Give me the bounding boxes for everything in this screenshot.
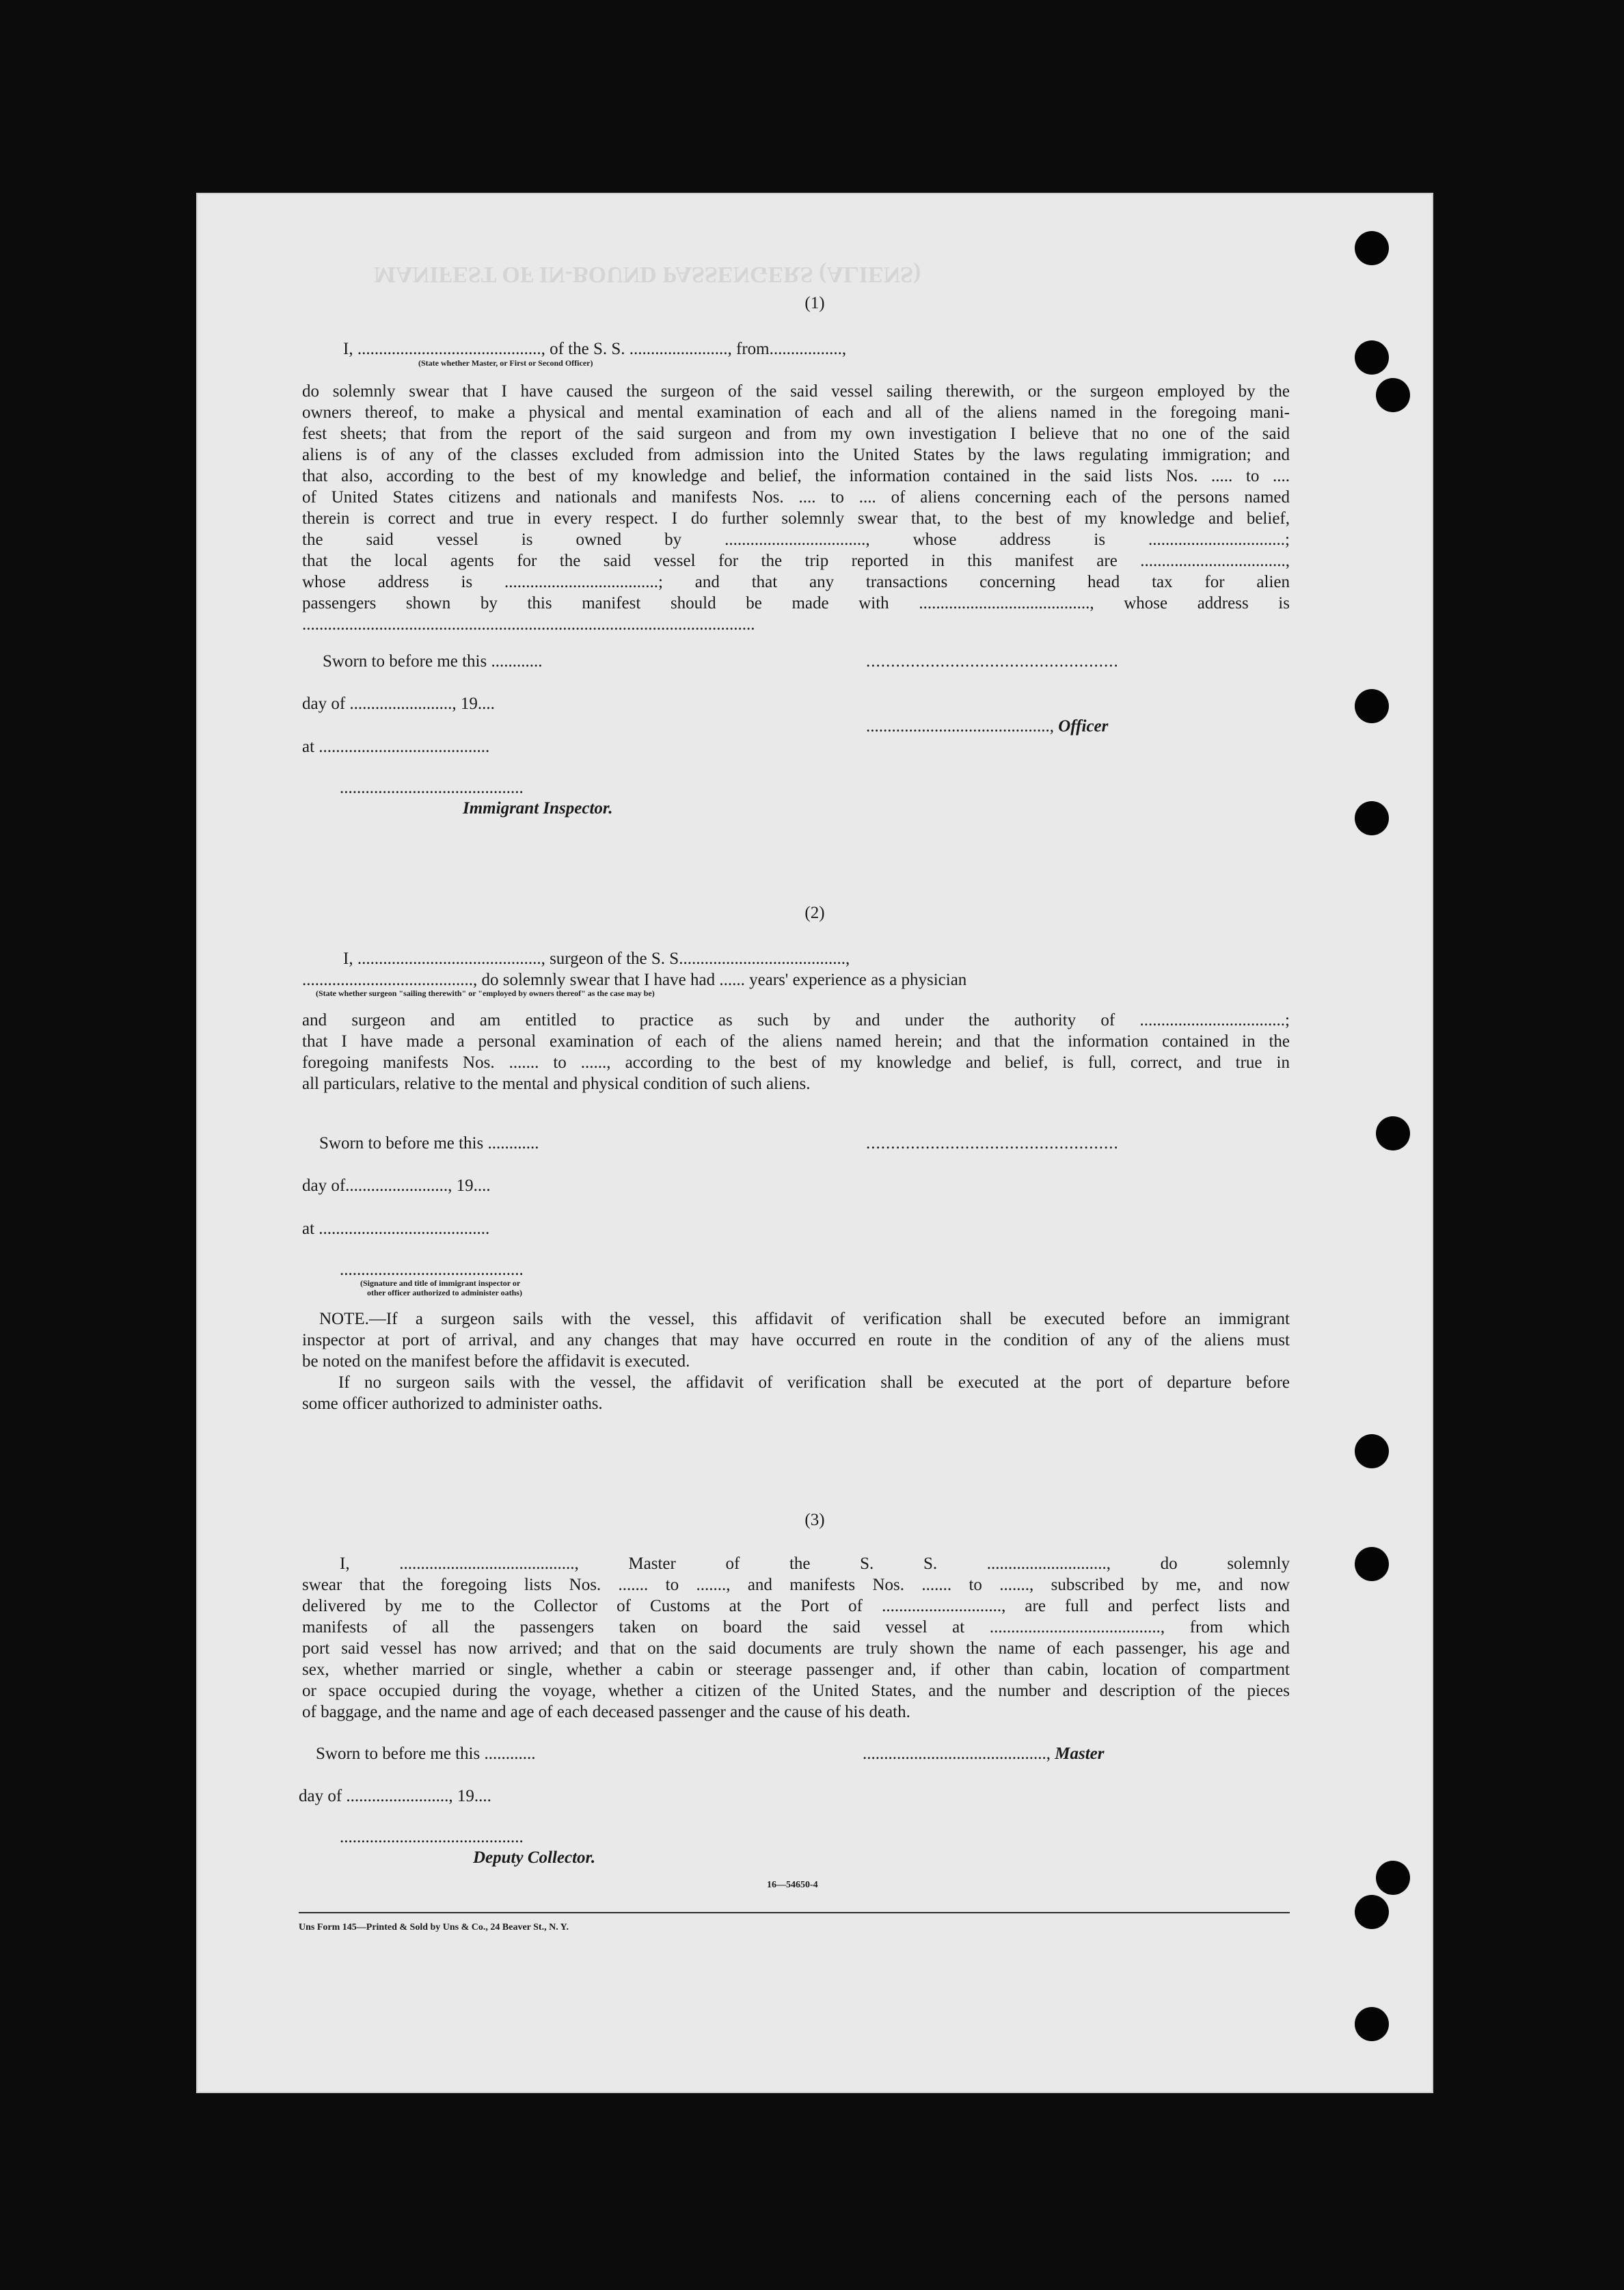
section-2-at: at ........................................ <box>302 1220 490 1238</box>
section-2-sworn: Sworn to before me this ............ <box>319 1134 539 1153</box>
note-line: If no surgeon sails with the vessel, the affidavit of verification shall be executed at the port of departure before <box>338 1373 1290 1392</box>
note-line: NOTE.—If a surgeon sails with the vessel, this affidavit of verification shall be executed before an immigrant <box>319 1310 1290 1328</box>
section-2-signature-note-2: other officer authorized to administer oaths) <box>367 1288 522 1297</box>
section-1-inspector-label: Immigrant Inspector. <box>463 799 613 818</box>
section-1-line: of United States citizens and nationals and manifests Nos. .... to .... of aliens concerning each of the persons named <box>302 488 1290 507</box>
section-1-number: (1) <box>804 294 825 312</box>
note-line: be noted on the manifest before the affidavit is executed. <box>302 1352 690 1371</box>
section-1-line: do solemnly swear that I have caused the surgeon of the said vessel sailing therewith, or the surgeon employed by the <box>302 382 1290 401</box>
section-2-line: and surgeon and am entitled to practice as such by and under the authority of ..................................; <box>302 1011 1290 1029</box>
section-1-oath-line: I, ..........................................., of the S. S. ......................., from................., <box>343 340 847 358</box>
section-1-line: therein is correct and true in every respect. I do further solemnly swear that, to the best of my knowledge and belief, <box>302 509 1290 528</box>
section-2-oath-line-1: I, ..........................................., surgeon of the S. S......................................., <box>343 949 850 968</box>
section-2-signature-note-1: (Signature and title of immigrant inspector or <box>360 1278 521 1288</box>
section-1-sworn: Sworn to before me this ............ <box>323 652 543 671</box>
section-1-line: passengers shown by this manifest should be made with ........................................, whose address is <box>302 594 1290 612</box>
section-2-line: that I have made a personal examination of each of the aliens named herein; and that the information contained in the <box>302 1032 1290 1051</box>
punch-hole <box>1355 2007 1389 2041</box>
section-2-signature-dots: ........................................... <box>340 1261 524 1279</box>
master-dots: ..........................................., <box>863 1745 1055 1763</box>
section-3-line: delivered by me to the Collector of Customs at the Port of ............................, are full and perfect lists and <box>302 1597 1290 1615</box>
section-3-line: of baggage, and the name and age of each deceased passenger and the cause of his death. <box>302 1703 910 1721</box>
punch-hole <box>1355 340 1389 375</box>
section-1-line: .......................................................................................................... <box>302 615 755 634</box>
section-1-officer-signature <box>866 716 1108 737</box>
section-1-signature-line: ................................................... <box>866 652 1119 671</box>
punch-hole <box>1355 231 1389 265</box>
section-3-line: or space occupied during the voyage, whether a citizen of the United States, and the number and description of the pieces <box>302 1682 1290 1700</box>
section-3-collector-line: ........................................... <box>340 1828 524 1846</box>
section-2-number: (2) <box>804 904 825 922</box>
section-3-line: swear that the foregoing lists Nos. ....... to ......., and manifests Nos. ....... to ......., subscribed by me, and now <box>302 1576 1290 1594</box>
section-1-oath-note: (State whether Master, or First or Second Officer) <box>418 358 593 368</box>
section-2-signature-line: ................................................... <box>866 1134 1119 1153</box>
punch-hole <box>1376 378 1410 412</box>
officer-label: Officer <box>1058 717 1109 736</box>
section-1-inspector-line: ........................................... <box>340 779 524 797</box>
section-3-collector-label: Deputy Collector. <box>473 1848 596 1867</box>
section-1-line: owners thereof, to make a physical and mental examination of each and all of the aliens named in the foregoing mani- <box>302 403 1290 422</box>
section-1-line: that the local agents for the said vessel for the trip reported in this manifest are .................................., <box>302 552 1290 570</box>
section-3-line: port said vessel has now arrived; and that on the said documents are truly shown the name of each passenger, his age and <box>302 1639 1290 1658</box>
footer-imprint: Uns Form 145—Printed & Sold by Uns & Co., 24 Beaver St., N. Y. <box>299 1922 569 1932</box>
punch-hole <box>1376 1116 1410 1150</box>
section-1-line: that also, according to the best of my knowledge and belief, the information contained in the said lists Nos. ..... to .... <box>302 467 1290 485</box>
note-line: some officer authorized to administer oaths. <box>302 1395 603 1413</box>
section-2-oath-line-2: ........................................, do solemnly swear that I have had ...... years' experience as a physician <box>302 971 967 989</box>
section-2-day-of: day of........................, 19.... <box>302 1176 491 1195</box>
punch-hole <box>1355 1547 1389 1581</box>
punch-hole <box>1376 1861 1410 1895</box>
punch-hole <box>1355 1895 1389 1929</box>
section-1-line: whose address is ....................................; and that any transactions concerning head tax for alien <box>302 573 1290 591</box>
section-3-line: I, ........................................., Master of the S. S. ............................, do solemnly <box>340 1554 1290 1573</box>
section-3-line: sex, whether married or single, whether a cabin or steerage passenger and, if other than cabin, location of compartment <box>302 1660 1290 1679</box>
section-1-line: aliens is of any of the classes excluded from admission into the United States by the laws regulating immigration; and <box>302 446 1290 464</box>
section-3-master-signature <box>863 1743 1104 1764</box>
section-2-oath-note: (State whether surgeon "sailing therewith" or "employed by owners thereof" as the case may be) <box>316 988 655 998</box>
form-page <box>196 193 1433 2093</box>
officer-dots: ..........................................., <box>866 717 1059 736</box>
section-3-sworn: Sworn to before me this ............ <box>316 1745 536 1763</box>
section-2-line: foregoing manifests Nos. ....... to ......, according to the best of my knowledge and belief, is full, correct, and true in <box>302 1053 1290 1072</box>
section-1-line: the said vessel is owned by ................................., whose address is ................................; <box>302 530 1290 549</box>
section-3-line: manifests of all the passengers taken on board the said vessel at ........................................, from which <box>302 1618 1290 1636</box>
section-1-line: fest sheets; that from the report of the said surgeon and from my own investigation I believe that no one of the said <box>302 425 1290 443</box>
note-line: inspector at port of arrival, and any changes that may have occurred en route in the condition of any of the aliens must <box>302 1331 1290 1349</box>
form-number: 16—54650-4 <box>767 1880 818 1890</box>
section-1-day-of: day of ........................, 19.... <box>302 695 495 713</box>
section-3-day-of: day of ........................, 19.... <box>299 1787 491 1805</box>
punch-hole <box>1355 801 1389 835</box>
punch-hole <box>1355 1434 1389 1468</box>
section-2-line: all particulars, relative to the mental and physical condition of such aliens. <box>302 1075 811 1093</box>
punch-hole <box>1355 689 1389 723</box>
section-1-at: at ........................................ <box>302 738 490 756</box>
section-3-number: (3) <box>804 1511 825 1529</box>
bleed-through-header: MANIFEST OF IN-BOUND PASSENGERS (ALIENS) <box>374 262 921 287</box>
footer-rule <box>299 1912 1290 1913</box>
master-label: Master <box>1055 1745 1105 1763</box>
